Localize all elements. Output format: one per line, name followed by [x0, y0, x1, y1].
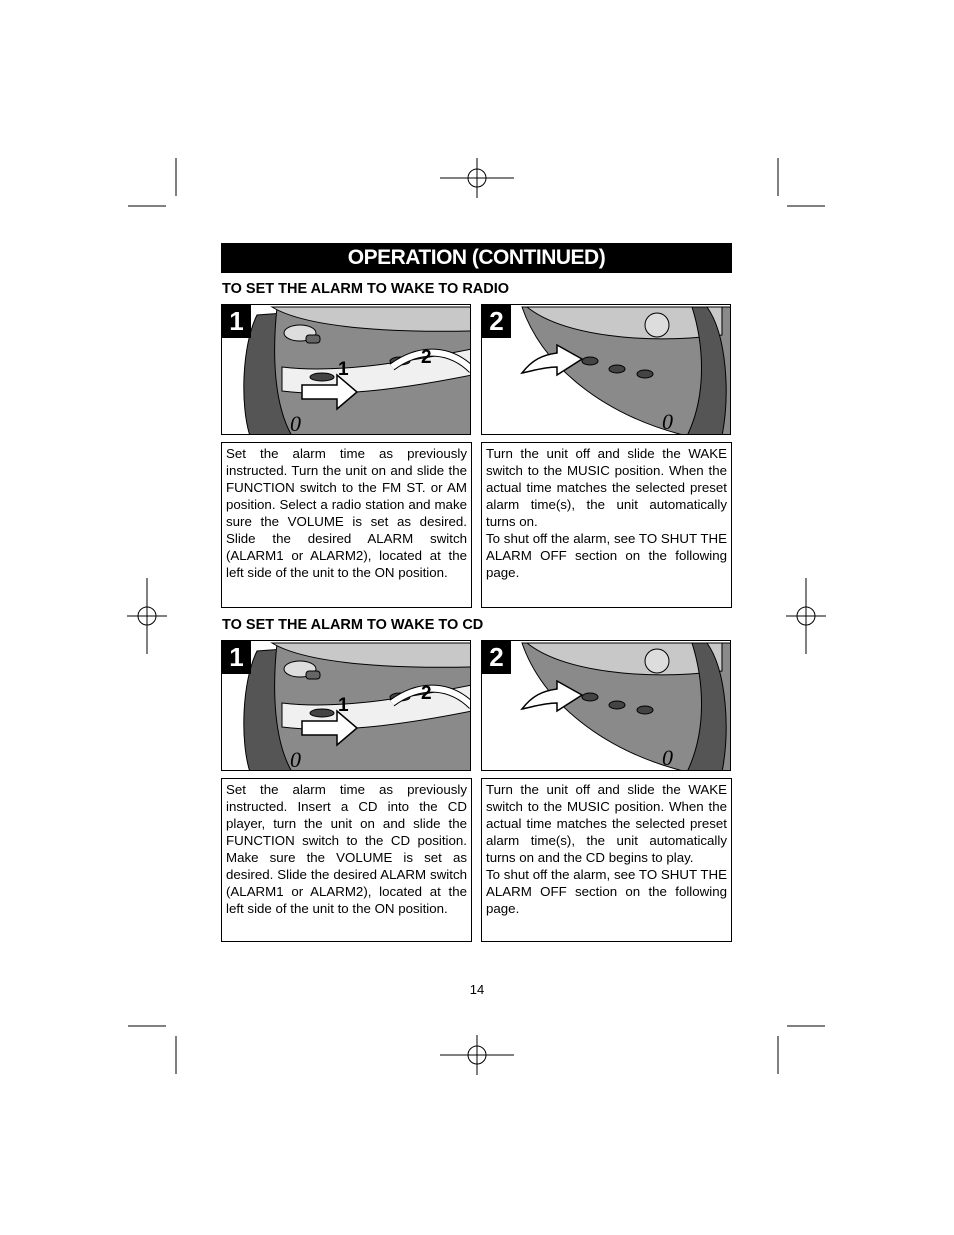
step-number: 1: [222, 305, 251, 338]
callout-number-2: 2: [421, 683, 432, 704]
section-heading-radio: TO SET THE ALARM TO WAKE TO RADIO: [222, 281, 510, 297]
page-title: OPERATION (CONTINUED): [221, 243, 732, 273]
instruction-text: Set the alarm time as previously instructed. Turn the unit on and slide the FUNCTION switch to the FM ST. or AM position. Select a radio station and make sure the VOLUME is set as desired. Slide the desired ALARM switch (ALARM1 or ALARM2), located at the left side of the unit to the ON position.: [226, 446, 467, 580]
step-number: 2: [482, 641, 511, 674]
figure-cd-step-1: [221, 640, 471, 771]
instruction-text: Turn the unit off and slide the WAKE switch to the MUSIC position. When the actual time matches the selected preset alarm time(s), the unit automatically turns on.: [486, 446, 727, 529]
device-front-illustration: [482, 641, 731, 771]
svg-text:0: 0: [290, 411, 301, 436]
figure-cd-step-2: [481, 640, 731, 771]
callout-number-2: 2: [421, 347, 432, 368]
device-front-illustration: [482, 305, 731, 435]
callout-number-1: 1: [338, 695, 349, 716]
step-number: 2: [482, 305, 511, 338]
instructions-radio-step-1: [221, 442, 472, 608]
instructions-cd-step-2: [481, 778, 732, 942]
page-number: 14: [469, 982, 485, 997]
figure-radio-step-2: [481, 304, 731, 435]
svg-text:0: 0: [290, 747, 301, 772]
instruction-text: Turn the unit off and slide the WAKE switch to the MUSIC position. When the actual time matches the selected preset alarm time(s), the unit automatically turns on and the CD begins to play.: [486, 782, 727, 865]
svg-text:0: 0: [662, 409, 673, 434]
instructions-radio-step-2: [481, 442, 732, 608]
instruction-text: Set the alarm time as previously instructed. Insert a CD into the CD player, turn the unit on and slide the FUNCTION switch to the CD position. Make sure the VOLUME is set as desired. Slide the desired ALARM switch (ALARM1 or ALARM2), located at the left side of the unit to the ON position.: [226, 782, 467, 916]
step-number: 1: [222, 641, 251, 674]
callout-number-1: 1: [338, 359, 349, 380]
instruction-text: To shut off the alarm, see TO SHUT THE ALARM OFF section on the following page.: [486, 867, 727, 916]
instruction-text: To shut off the alarm, see TO SHUT THE ALARM OFF section on the following page.: [486, 531, 727, 580]
instructions-cd-step-1: [221, 778, 472, 942]
figure-radio-step-1: [221, 304, 471, 435]
svg-text:0: 0: [662, 745, 673, 770]
section-heading-cd: TO SET THE ALARM TO WAKE TO CD: [222, 617, 484, 633]
